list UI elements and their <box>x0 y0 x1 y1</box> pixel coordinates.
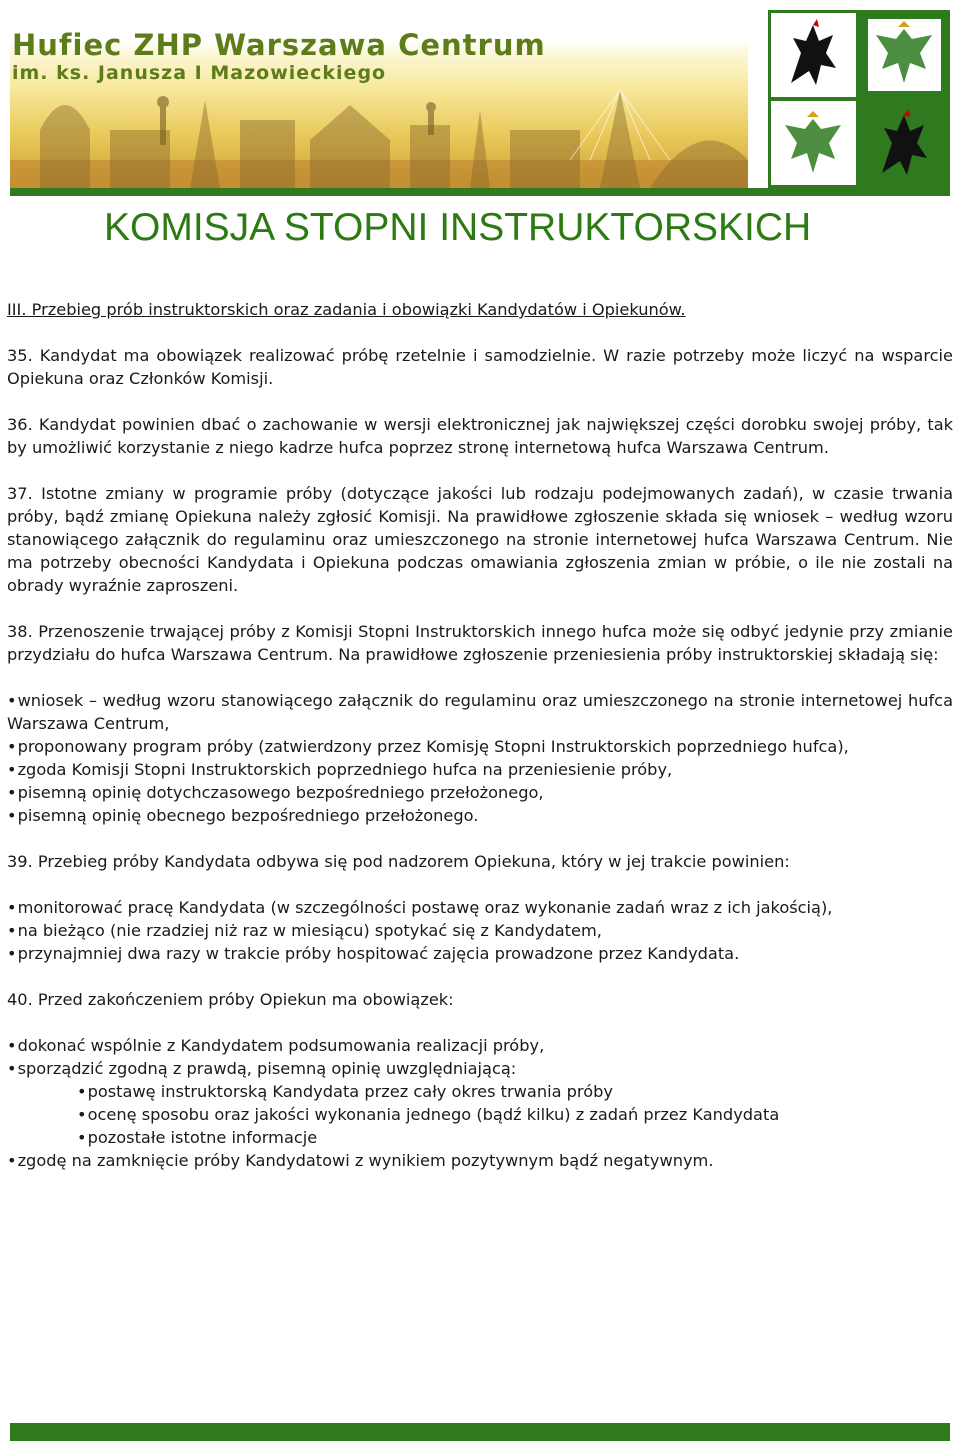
list-item: •zgoda Komisji Stopni Instruktorskich poprzedniego hufca na przeniesienie próby, <box>7 760 673 779</box>
griffin-crest-icon <box>862 101 947 185</box>
list-item: •sporządzić zgodną z prawdą, pisemną opinię uwzględniającą: •postawę instruktorską Kandydata przez cały okres trwania próby •ocenę sposobu oraz jakości wykonania jednego (bądź kilku) z zadań przez Kandydata •pozostałe istotne informacje <box>7 1057 953 1149</box>
section-heading: III. Przebieg prób instruktorskich oraz zadania i obowiązki Kandydatów i Opiekunów. <box>7 300 686 319</box>
list-item: •pozostałe istotne informacje <box>77 1128 318 1147</box>
list-item: •ocenę sposobu oraz jakości wykonania jednego (bądź kilku) z zadań przez Kandydata <box>77 1105 780 1124</box>
eagle-crest-icon <box>771 101 856 185</box>
mentor-duties-list <box>7 896 953 965</box>
list-item: •postawę instruktorską Kandydata przez cały okres trwania próby <box>77 1082 613 1101</box>
paragraph-36: 36. Kandydat powinien dbać o zachowanie w wersji elektronicznej jak największej części dorobku swojej próby, tak by umożliwić korzystanie z niego kadrze hufca poprzez stronę internetową hufca Warszawa Centrum. <box>7 415 953 457</box>
header-divider <box>10 188 950 196</box>
list-item: •wniosek – według wzoru stanowiącego załącznik do regulaminu oraz umieszczonego na stronie internetowej hufca Warszawa Centrum, <box>7 691 953 733</box>
coats-of-arms-panel <box>768 10 950 188</box>
paragraph-38: 38. Przenoszenie trwającej próby z Komisji Stopni Instruktorskich innego hufca może się odbyć jedynie przy zmianie przydziału do hufca Warszawa Centrum. Na prawidłowe zgłoszenie przeniesienia próby instruktorskiej składają się: <box>7 622 953 664</box>
opinion-contents-list <box>7 1080 953 1149</box>
paragraph-40: 40. Przed zakończeniem próby Opiekun ma obowiązek: <box>7 990 454 1009</box>
page-title: KOMISJA STOPNI INSTRUKTORSKICH <box>104 206 812 249</box>
closing-duties-list <box>7 1034 953 1172</box>
griffin-crest-icon <box>771 13 856 97</box>
list-item: •proponowany program próby (zatwierdzony przez Komisję Stopni Instruktorskich poprzedniego hufca), <box>7 737 849 756</box>
list-item: •przynajmniej dwa razy w trakcie próby hospitować zajęcia prowadzone przez Kandydata. <box>7 944 740 963</box>
list-item: •na bieżąco (nie rzadziej niż raz w miesiącu) spotykać się z Kandydatem, <box>7 921 602 940</box>
paragraph-39: 39. Przebieg próby Kandydata odbywa się pod nadzorem Opiekuna, który w jej trakcie powinien: <box>7 852 790 871</box>
list-item: •monitorować pracę Kandydata (w szczególności postawę oraz wykonanie zadań wraz z ich jakością), <box>7 898 833 917</box>
paragraph-35: 35. Kandydat ma obowiązek realizować próbę rzetelnie i samodzielnie. W razie potrzeby może liczyć na wsparcie Opiekuna oraz Członków Komisji. <box>7 346 953 388</box>
document-body <box>7 298 953 1195</box>
footer-bar <box>10 1423 950 1441</box>
hufiec-subtitle: im. ks. Janusza I Mazowieckiego <box>12 62 387 84</box>
list-item: •pisemną opinię obecnego bezpośredniego przełożonego. <box>7 806 479 825</box>
list-item: •pisemną opinię dotychczasowego bezpośredniego przełożonego, <box>7 783 544 802</box>
paragraph-37: 37. Istotne zmiany w programie próby (dotyczące jakości lub rodzaju podejmowanych zadań), w czasie trwania próby, bądź zmianę Opiekuna należy zgłosić Komisji. Na prawidłowe zgłoszenie składa się wniosek – według wzoru stanowiącego załącznik do regulaminu oraz umieszczonego na stronie internetowej hufca Warszawa Centrum. Nie ma potrzeby obecności Kandydata i Opiekuna podczas omawiania zgłoszenia zmian w próbie, o ile nie zostali na obrady wyraźnie zaproszeni. <box>7 484 953 595</box>
header-banner <box>10 10 748 188</box>
list-item: •zgodę na zamknięcie próby Kandydatowi z wynikiem pozytywnym bądź negatywnym. <box>7 1151 714 1170</box>
hufiec-title: Hufiec ZHP Warszawa Centrum <box>12 28 546 62</box>
eagle-crest-icon <box>862 13 947 97</box>
transfer-requirements-list <box>7 689 953 827</box>
list-item: •dokonać wspólnie z Kandydatem podsumowania realizacji próby, <box>7 1036 545 1055</box>
